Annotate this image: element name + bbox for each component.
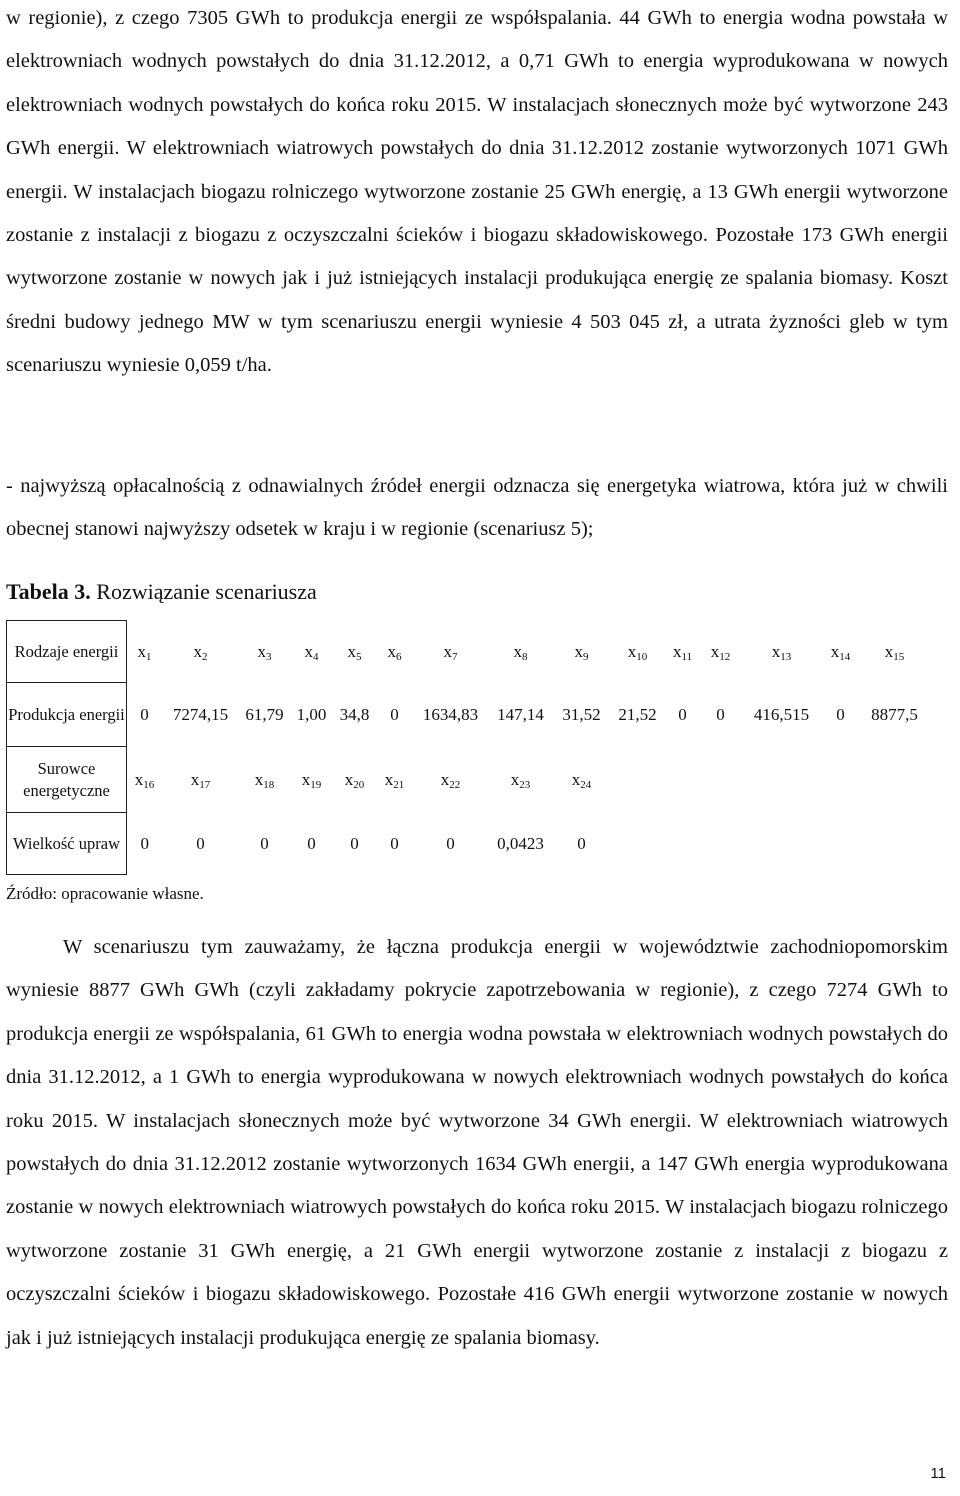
table-row: [7, 683, 931, 747]
table-cell: [665, 747, 701, 813]
table-cell: $x_3$: [257, 641, 272, 663]
table-cell: $x_{15}$: [884, 641, 905, 663]
table-cell: 21,52: [618, 704, 657, 724]
table-cell: $x_2$: [193, 641, 208, 663]
table-cell: 0: [307, 833, 316, 853]
table-cell: $x_{12}$: [710, 641, 731, 663]
table-row: [7, 621, 931, 683]
table-cell: 0: [716, 704, 725, 724]
table-cell: [741, 747, 823, 813]
table-cell: 34,8: [339, 704, 370, 724]
table-cell: $x_{13}$: [771, 641, 792, 663]
table-cell: 0: [678, 704, 687, 724]
table-cell: [823, 813, 859, 875]
table-cell: $x_{17}$: [190, 769, 211, 791]
table-cell: 7274,15: [172, 704, 229, 724]
table-cell: $x_9$: [574, 641, 589, 663]
table-cell: 0: [577, 833, 586, 853]
table-cell: $x_{23}$: [510, 769, 531, 791]
table-cell: 0: [390, 704, 399, 724]
table-cell: 0: [350, 833, 359, 853]
row-header: Surowce energetyczne: [7, 747, 127, 813]
table-cell: 1,00: [296, 704, 327, 724]
table-cell: $x_{24}$: [571, 769, 592, 791]
table-cell: [665, 813, 701, 875]
table-cell: 0: [140, 704, 149, 724]
table-source-note: Źródło: opracowanie własne.: [6, 884, 204, 903]
table-cell: $x_7$: [443, 641, 458, 663]
table-cell: $x_{21}$: [384, 769, 405, 791]
table-cell: 416,515: [753, 704, 810, 724]
table-cell: $x_6$: [387, 641, 402, 663]
table-cell: 0: [446, 833, 455, 853]
table-cell: 1634,83: [422, 704, 479, 724]
table-cell: 31,52: [562, 704, 601, 724]
table-cell: $x_5$: [347, 641, 362, 663]
table-row: [7, 813, 931, 875]
table-cell: [611, 813, 665, 875]
table-cell: $x_4$: [304, 641, 319, 663]
table-cell: 61,79: [245, 704, 284, 724]
table-cell: 8877,5: [871, 704, 918, 724]
row-header: Wielkość upraw: [7, 813, 127, 875]
table-cell: 0: [836, 704, 845, 724]
table-cell: 0: [390, 833, 399, 853]
table-cell: $x_{18}$: [254, 769, 275, 791]
table-cell: $x_{19}$: [301, 769, 322, 791]
table-cell: $x_{14}$: [830, 641, 851, 663]
table-cell: [611, 747, 665, 813]
table-cell: $x_{16}$: [134, 769, 155, 791]
table-cell: $x_{11}$: [672, 641, 693, 663]
table-cell: $x_{22}$: [440, 769, 461, 791]
table-cell: $x_1$: [137, 641, 152, 663]
paragraph-scenario-summary: w regionie), z czego 7305 GWh to produkcja energii ze współspalania. 44 GWh to energia wodna powstała w elektrowniach wodnych powstałych do dnia 31.12.2012, a 0,71 GWh to energia wyprodukowana w nowych elektrowniach wodnych powstałych do końca roku 2015. W instalacjach słonecznych może być wytworzone 243 GWh energii. W elektrowniach wiatrowych powstałych do dnia 31.12.2012 zostanie wytworzonych 1071 GWh energii. W instalacjach biogazu rolniczego wytworzone zostanie 25 GWh energię, a 13 GWh energii wytworzone zostanie z instalacji z biogazu z oczyszczalni ścieków i biogazu składowiskowego. Pozostałe 173 GWh energii wytworzone zostanie w nowych jak i już istniejących instalacji produkująca energię ze spalania biomasy. Koszt średni budowy jednego MW w tym scenariuszu energii wyniesie 4 503 045 zł, a utrata żyzności gleb w tym scenariuszu wyniesie 0,059 t/ha.: [6, 7, 948, 377]
page-number: 11: [930, 1465, 946, 1482]
table-cell: 0: [140, 833, 149, 853]
table-cell: [701, 813, 741, 875]
table-cell: [823, 747, 859, 813]
row-header: Produkcja energii: [7, 683, 127, 747]
scenario-solution-table: [6, 620, 931, 875]
table-cell: [701, 747, 741, 813]
table-cell: 0: [196, 833, 205, 853]
row-header: Rodzaje energii: [7, 621, 127, 683]
table-cell: [859, 813, 931, 875]
table-cell: 0,0423: [497, 833, 544, 853]
table-cell: $x_{10}$: [627, 641, 648, 663]
table-caption-label: Tabela 3.: [6, 579, 91, 604]
table-caption-text: Rozwiązanie scenariusza: [90, 579, 317, 604]
table-cell: [741, 813, 823, 875]
table-cell: $x_8$: [513, 641, 528, 663]
table-cell: 0: [260, 833, 269, 853]
table-caption: [6, 574, 317, 610]
paragraph-scenario-analysis: W scenariuszu tym zauważamy, że łączna produkcja energii w województwie zachodniopomorskim wyniesie 8877 GWh GWh (czyli zakładamy pokrycie zapotrzebowania w regionie), z czego 7274 GWh to produkcja energii ze współspalania, 61 GWh to energia wodna powstała w elektrowniach wodnych powstałych do dnia 31.12.2012, a 1 GWh to energia wyprodukowana w nowych elektrowniach wodnych powstałych do końca roku 2015. W instalacjach słonecznych może być wytworzone 34 GWh energii. W elektrowniach wiatrowych powstałych do dnia 31.12.2012 zostanie wytworzonych 1634 GWh energii, a 147 GWh energia wyprodukowana zostanie w nowych elektrowniach wiatrowych powstałych do końca roku 2015. W instalacjach biogazu rolniczego wytworzone zostanie 31 GWh energię, a 21 GWh energii wytworzone zostanie z instalacji z biogazu z oczyszczalni ścieków i biogazu składowiskowego. Pozostałe 416 GWh energii wytworzone zostanie w nowych jak i już istniejących instalacji produkująca energię ze spalania biomasy.: [6, 936, 948, 1349]
table-cell: 147,14: [497, 704, 544, 724]
paragraph-wind-energy-note: - najwyższą opłacalnością z odnawialnych źródeł energii odznacza się energetyka wiatrowa, która już w chwili obecnej stanowi najwyższy odsetek w kraju i w regionie (scenariusz 5);: [6, 475, 948, 541]
table-cell: [859, 747, 931, 813]
table-cell: $x_{20}$: [344, 769, 365, 791]
table-row: [7, 747, 931, 813]
